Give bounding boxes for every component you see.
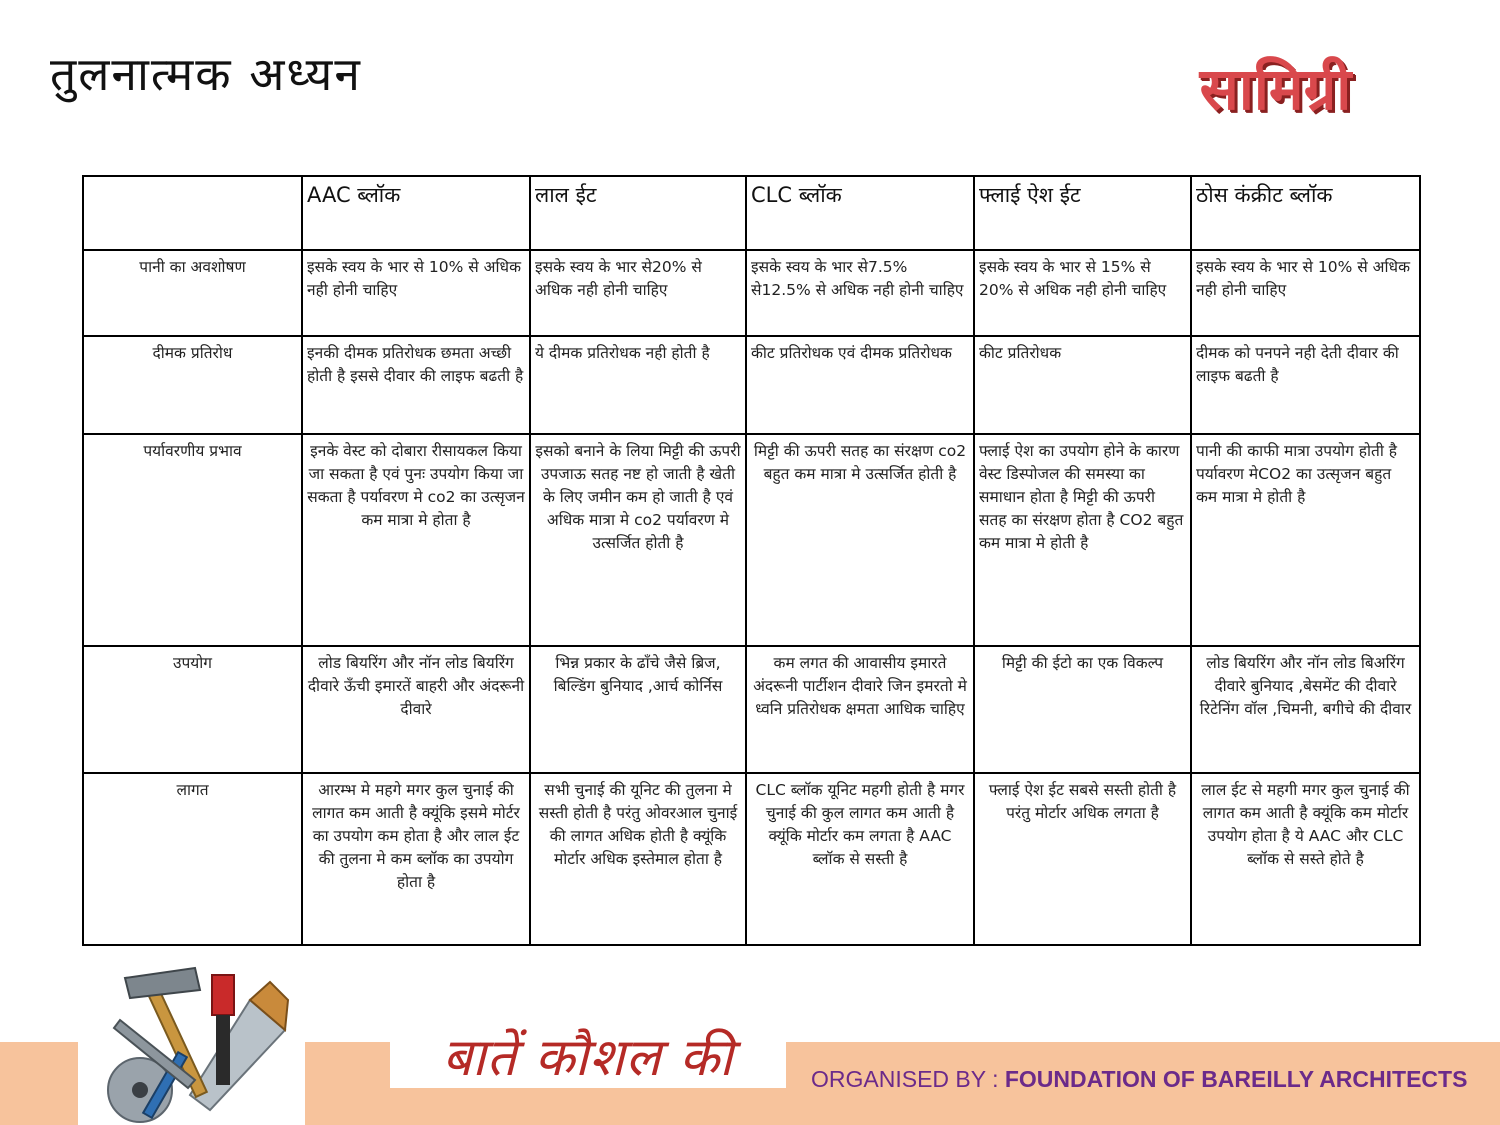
table-cell: इसके स्वय के भार से 10% से अधिक नही होनी चाहिए (302, 250, 530, 336)
brand-logo: सामिग्री (1199, 54, 1352, 123)
header-cell-aac-block: AAC ब्लॉक (302, 176, 530, 250)
header-cell-solid-concrete-block: ठोस कंक्रीट ब्लॉक (1191, 176, 1420, 250)
row-label-termite-resistance: दीमक प्रतिरोध (83, 336, 302, 434)
event-logo (390, 1022, 786, 1088)
table-header-row (83, 176, 1420, 250)
tools-icon (100, 960, 290, 1125)
table-cell: CLC ब्लॉक यूनिट महगी होती है मगर चुनाई की कुल लागत कम आती है क्यूंकि मोर्टार कम लगता है AAC ब्लॉक से सस्ती है (746, 773, 974, 945)
table-cell: लोड बियरिंग और नॉन लोड बियरिंग दीवारे ऊँची इमारतें बाहरी और अंदरूनी दीवारे (302, 646, 530, 773)
table-row (83, 336, 1420, 434)
table-cell: इसके स्वय के भार से20% से अधिक नही होनी चाहिए (530, 250, 746, 336)
comparison-table (82, 175, 1421, 946)
header-cell-fly-ash-brick: फ्लाई ऐश ईट (974, 176, 1191, 250)
table-cell: ये दीमक प्रतिरोधक नही होती है (530, 336, 746, 434)
table-row (83, 434, 1420, 646)
table-row (83, 250, 1420, 336)
row-label-water-absorption: पानी का अवशोषण (83, 250, 302, 336)
table-cell: इनकी दीमक प्रतिरोधक छमता अच्छी होती है इससे दीवार की लाइफ बढती है (302, 336, 530, 434)
row-label-environmental-impact: पर्यावरणीय प्रभाव (83, 434, 302, 646)
organised-prefix: ORGANISED BY : (811, 1066, 1005, 1092)
table-cell: इनके वेस्ट को दोबारा रीसायकल किया जा सकता है एवं पुनः उपयोग किया जा सकता है पर्यावरण मे co2 का उत्सृजन कम मात्रा मे होता है (302, 434, 530, 646)
table-cell: कीट प्रतिरोधक (974, 336, 1191, 434)
table-cell: कीट प्रतिरोधक एवं दीमक प्रतिरोधक (746, 336, 974, 434)
page-title: तुलनात्मक अध्यन (50, 47, 362, 101)
event-logo-text: बातें कौशल की (442, 1027, 734, 1088)
table-cell: आरम्भ मे महगे मगर कुल चुनाई की लागत कम आती है क्यूंकि इसमे मोर्टर का उपयोग कम होता है और लाल ईट की तुलना मे कम ब्लॉक का उपयोग होता है (302, 773, 530, 945)
row-label-cost: लागत (83, 773, 302, 945)
table-cell: इसके स्वय के भार से7.5% से12.5% से अधिक नही होनी चाहिए (746, 250, 974, 336)
table-cell: कम लगत की आवासीय इमारते अंदरूनी पार्टीशन दीवारे जिन इमरतो मे ध्वनि प्रतिरोधक क्षमता आधिक चाहिए (746, 646, 974, 773)
header-cell-empty (83, 176, 302, 250)
table-cell: सभी चुनाई की यूनिट की तुलना मे सस्ती होती है परंतु ओवरआल चुनाई की लागत अधिक होती है क्यूंकि मोर्टार अधिक इस्तेमाल होता है (530, 773, 746, 945)
table-cell: भिन्न प्रकार के ढाँचे जैसे ब्रिज, बिल्डिंग बुनियाद ,आर्च कोर्निस (530, 646, 746, 773)
organised-by-text (811, 1066, 1467, 1093)
row-label-usage: उपयोग (83, 646, 302, 773)
header-cell-clc-block: CLC ब्लॉक (746, 176, 974, 250)
table-cell: मिट्टी की ईटो का एक विकल्प (974, 646, 1191, 773)
table-cell: मिट्टी की ऊपरी सतह का संरक्षण co2 बहुत कम मात्रा मे उत्सर्जित होती है (746, 434, 974, 646)
table-cell: दीमक को पनपने नही देती दीवार की लाइफ बढती है (1191, 336, 1420, 434)
table-row (83, 646, 1420, 773)
organiser-name: FOUNDATION OF BAREILLY ARCHITECTS (1004, 1066, 1468, 1092)
table-cell: लाल ईट से महगी मगर कुल चुनाई की लागत कम आती है क्यूंकि कम मोर्टार उपयोग होता है ये AAC और CLC ब्लॉक से सस्ते होते है (1191, 773, 1420, 945)
table-cell: पानी की काफी मात्रा उपयोग होती है पर्यावरण मेCO2 का उत्सृजन बहुत कम मात्रा मे होती है (1191, 434, 1420, 646)
table-cell: इसके स्वय के भार से 15% से 20% से अधिक नही होनी चाहिए (974, 250, 1191, 336)
table-cell: फ्लाई ऐश ईट सबसे सस्ती होती है परंतु मोर्टार अधिक लगता है (974, 773, 1191, 945)
table-cell: लोड बियरिंग और नॉन लोड बिअरिंग दीवारे बुनियाद ,बेसमेंट की दीवारे रिटेनिंग वॉल ,चिमनी, बगीचे की दीवार (1191, 646, 1420, 773)
table-cell: इसको बनाने के लिया मिट्टी की ऊपरी उपजाऊ सतह नष्ट हो जाती है खेती के लिए जमीन कम हो जाती है एवं अधिक मात्रा मे co2 पर्यावरण मे उत्सर्जित होती है (530, 434, 746, 646)
table-cell: फ्लाई ऐश का उपयोग होने के कारण वेस्ट डिस्पोजल की समस्या का समाधान होता है मिट्टी की ऊपरी सतह का संरक्षण होता है CO2 बहुत कम मात्रा मे होती है (974, 434, 1191, 646)
header-cell-red-brick: लाल ईट (530, 176, 746, 250)
table-cell: इसके स्वय के भार से 10% से अधिक नही होनी चाहिए (1191, 250, 1420, 336)
table-row (83, 773, 1420, 945)
